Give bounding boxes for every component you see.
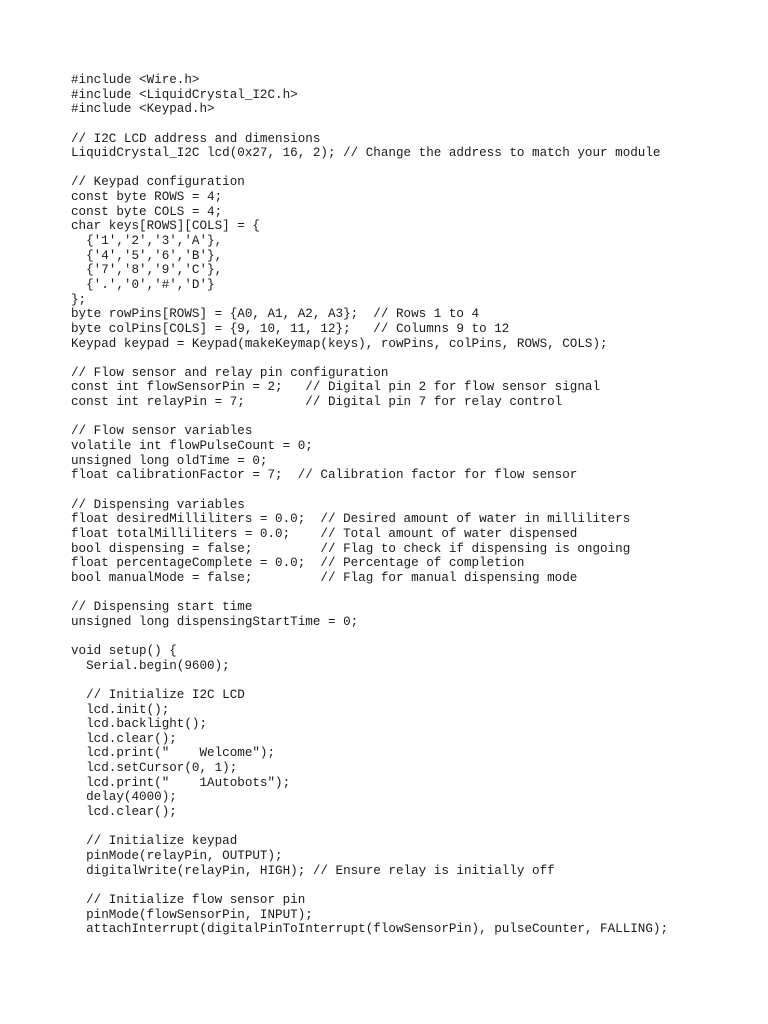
code-line: bool dispensing = false; // Flag to check if dispensing is ongoing [71,541,631,556]
code-line: {'7','8','9','C'}, [71,263,223,278]
code-line [71,410,761,425]
code-line [71,878,761,893]
code-line: // Keypad configuration [71,175,245,190]
code-line: byte rowPins[ROWS] = {A0, A1, A2, A3}; // Rows 1 to 4 [71,307,480,322]
code-line [71,673,761,688]
code-line: Keypad keypad = Keypad(makeKeymap(keys), rowPins, colPins, ROWS, COLS); [71,336,608,351]
code-line: float percentageComplete = 0.0; // Percentage of completion [71,556,525,571]
code-line: // Flow sensor and relay pin configuration [71,365,389,380]
code-line: attachInterrupt(digitalPinToInterrupt(flowSensorPin), pulseCounter, FALLING); [71,922,669,937]
code-line: char keys[ROWS][COLS] = { [71,219,260,234]
code-line [71,351,761,366]
code-line: // Initialize I2C LCD [71,687,245,702]
code-line: volatile int flowPulseCount = 0; [71,439,313,454]
code-line: lcd.init(); [71,702,170,717]
code-line: byte colPins[COLS] = {9, 10, 11, 12}; // Columns 9 to 12 [71,321,510,336]
code-line: const int relayPin = 7; // Digital pin 7 for relay control [71,395,563,410]
code-line: // Initialize keypad [71,834,238,849]
code-line: lcd.print(" 1Autobots"); [71,775,291,790]
code-line: const int flowSensorPin = 2; // Digital pin 2 for flow sensor signal [71,380,601,395]
code-line: {'.','0','#','D'} [71,277,215,292]
code-line: const byte COLS = 4; [71,204,223,219]
code-line: float desiredMilliliters = 0.0; // Desired amount of water in milliliters [71,512,631,527]
code-line: lcd.clear(); [71,731,177,746]
code-line [71,820,761,835]
code-line: #include <Keypad.h> [71,102,215,117]
code-line: // Initialize flow sensor pin [71,892,306,907]
code-line: pinMode(flowSensorPin, INPUT); [71,907,313,922]
code-line: lcd.clear(); [71,805,177,820]
code-line: const byte ROWS = 4; [71,190,223,205]
code-line: void setup() { [71,643,177,658]
code-line: }; [71,292,87,307]
code-line: // Flow sensor variables [71,424,253,439]
code-line: // I2C LCD address and dimensions [71,131,321,146]
code-line: bool manualMode = false; // Flag for manual dispensing mode [71,570,578,585]
code-document [71,73,761,937]
code-line: float calibrationFactor = 7; // Calibration factor for flow sensor [71,468,578,483]
code-line: pinMode(relayPin, OUTPUT); [71,848,283,863]
code-line [71,585,761,600]
code-line: unsigned long oldTime = 0; [71,453,268,468]
code-line: // Dispensing start time [71,600,253,615]
code-line: #include <Wire.h> [71,73,200,87]
code-line: delay(4000); [71,790,177,805]
code-line: float totalMilliliters = 0.0; // Total amount of water dispensed [71,526,578,541]
code-line: #include <LiquidCrystal_I2C.h> [71,87,298,102]
code-line: {'1','2','3','A'}, [71,234,223,249]
code-line [71,629,761,644]
code-line [71,483,761,498]
code-line [71,117,761,132]
code-line: lcd.print(" Welcome"); [71,746,276,761]
code-line: lcd.setCursor(0, 1); [71,761,238,776]
code-line: // Dispensing variables [71,497,245,512]
code-line: lcd.backlight(); [71,717,208,732]
code-line: unsigned long dispensingStartTime = 0; [71,614,359,629]
code-line: {'4','5','6','B'}, [71,248,223,263]
code-line: digitalWrite(relayPin, HIGH); // Ensure relay is initially off [71,863,555,878]
code-line: LiquidCrystal_I2C lcd(0x27, 16, 2); // Change the address to match your module [71,146,661,161]
code-line: Serial.begin(9600); [71,658,230,673]
code-line [71,161,761,176]
